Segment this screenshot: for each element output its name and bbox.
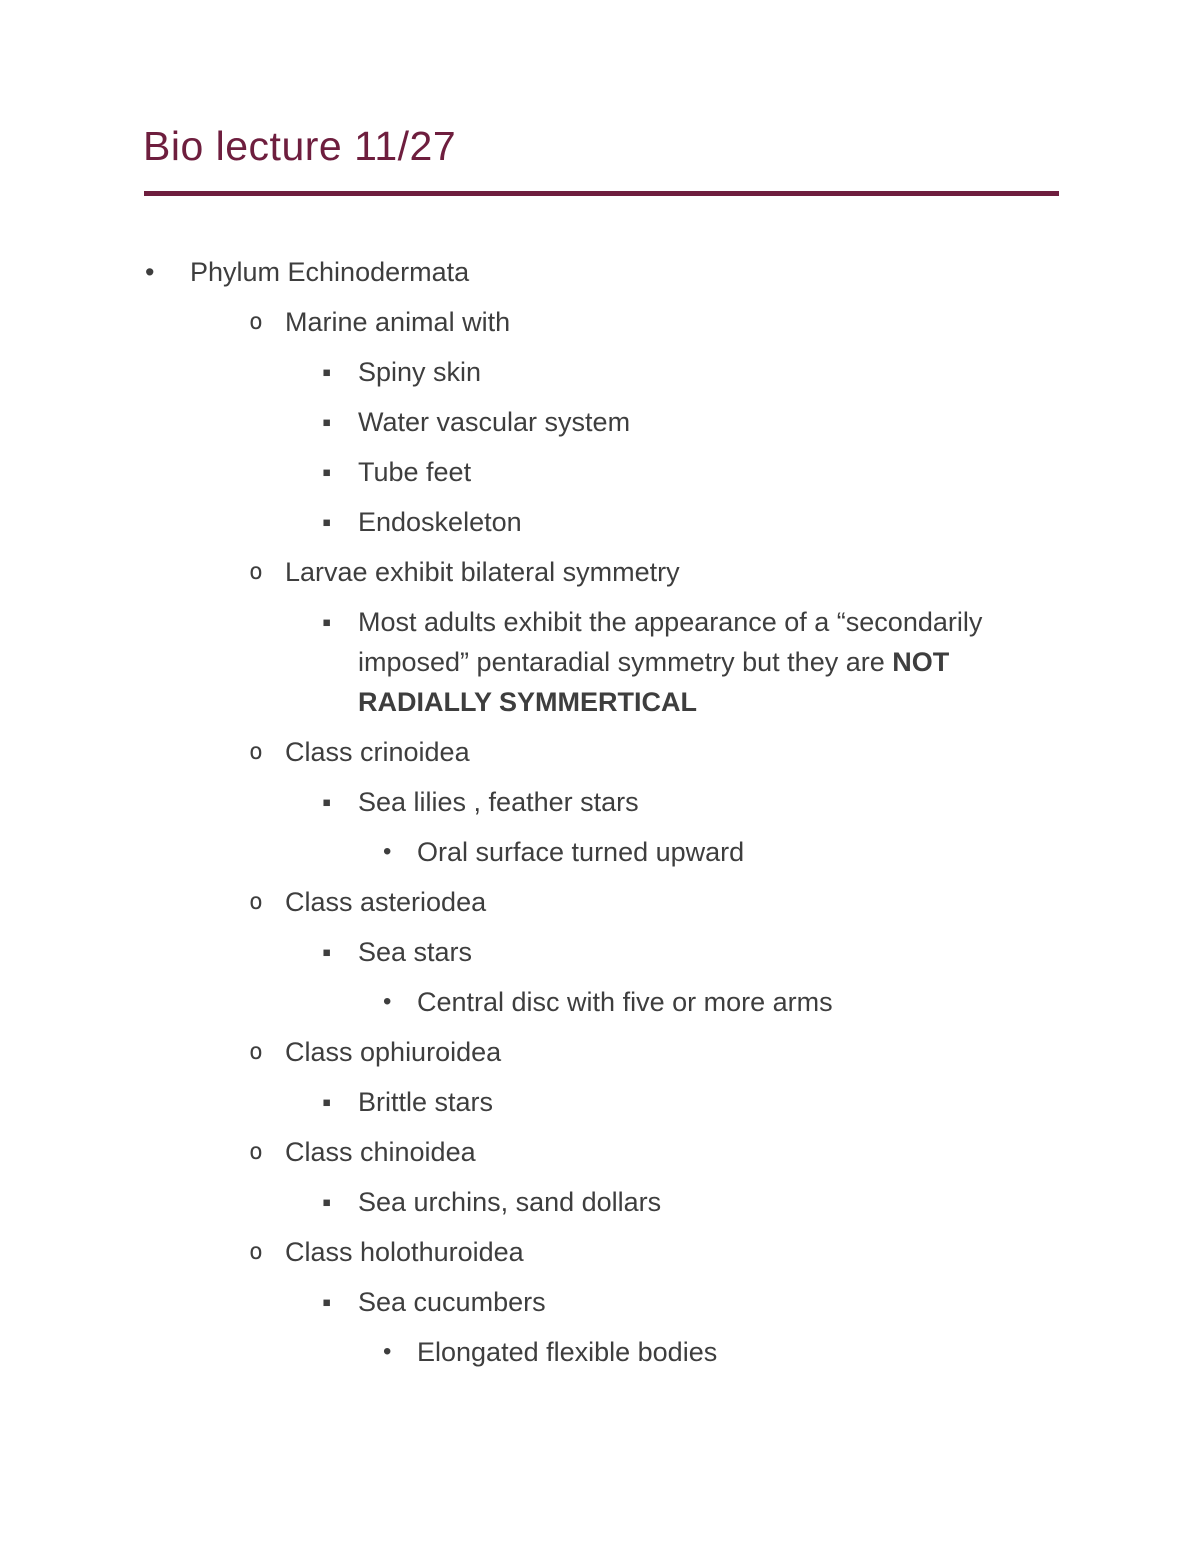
- bullet-level-2-icon: o: [249, 559, 263, 585]
- outline-item: [0, 1132, 1200, 1172]
- item-text: Class chinoidea: [285, 1137, 476, 1167]
- item-text: Endoskeleton: [358, 507, 522, 537]
- outline-item: [0, 932, 1200, 972]
- item-text-bold-segment: NOT RADIALLY SYMMERTICAL: [358, 647, 950, 717]
- bullet-level-1-icon: •: [145, 257, 155, 287]
- bullet-level-3-icon: ▪: [322, 607, 332, 637]
- outline-item: [0, 452, 1200, 492]
- bullet-level-2-icon: o: [249, 739, 263, 765]
- outline-item: [0, 1332, 1200, 1372]
- bullet-level-3-icon: ▪: [322, 1087, 332, 1117]
- item-text: Spiny skin: [358, 357, 482, 387]
- outline-list: [0, 252, 1200, 1372]
- item-text: Marine animal with: [285, 307, 511, 337]
- outline-item: [0, 252, 1200, 292]
- outline-item: [0, 832, 1200, 872]
- item-text: Sea stars: [358, 937, 473, 967]
- item-text: Tube feet: [358, 457, 472, 487]
- bullet-level-3-icon: ▪: [322, 1287, 332, 1317]
- item-text: [358, 602, 1059, 722]
- bullet-level-3-icon: ▪: [322, 937, 332, 967]
- outline-item: [0, 352, 1200, 392]
- bullet-level-2-icon: o: [249, 1239, 263, 1265]
- bullet-level-2-icon: o: [249, 1139, 263, 1165]
- outline-item: [0, 882, 1200, 922]
- outline-item: [0, 732, 1200, 772]
- outline-item: [0, 402, 1200, 442]
- bullet-level-4-icon: •: [383, 838, 392, 865]
- item-text: Brittle stars: [358, 1087, 494, 1117]
- bullet-level-3-icon: ▪: [322, 1187, 332, 1217]
- item-text: Sea cucumbers: [358, 1287, 546, 1317]
- outline-item: [0, 1182, 1200, 1222]
- bullet-level-3-icon: ▪: [322, 357, 332, 387]
- outline-item: [0, 1082, 1200, 1122]
- bullet-level-4-icon: •: [383, 1338, 392, 1365]
- bullet-level-3-icon: ▪: [322, 407, 332, 437]
- page-title: Bio lecture 11/27: [143, 123, 457, 169]
- bullet-level-3-icon: ▪: [322, 457, 332, 487]
- item-text: Larvae exhibit bilateral symmetry: [285, 557, 680, 587]
- item-text: Sea lilies , feather stars: [358, 787, 639, 817]
- outline-item: [0, 1032, 1200, 1072]
- bullet-level-2-icon: o: [249, 889, 263, 915]
- item-text: Class asteriodea: [285, 887, 487, 917]
- bullet-level-2-icon: o: [249, 309, 263, 335]
- title-divider: [144, 191, 1059, 196]
- outline-item: [0, 502, 1200, 542]
- item-text: Elongated flexible bodies: [417, 1337, 718, 1367]
- bullet-level-2-icon: o: [249, 1039, 263, 1065]
- outline-item: [0, 602, 1200, 722]
- bullet-level-3-icon: ▪: [322, 507, 332, 537]
- item-text: Class ophiuroidea: [285, 1037, 502, 1067]
- outline-item: [0, 302, 1200, 342]
- outline-item: [0, 982, 1200, 1022]
- item-text: Oral surface turned upward: [417, 837, 745, 867]
- item-text-segment: Most adults exhibit the appearance of a “secondarily imposed” pentaradial symmetry but they are: [358, 607, 983, 677]
- outline-item: [0, 1232, 1200, 1272]
- bullet-level-3-icon: ▪: [322, 787, 332, 817]
- item-text: Central disc with five or more arms: [417, 987, 833, 1017]
- item-text: Class crinoidea: [285, 737, 470, 767]
- item-text: Class holothuroidea: [285, 1237, 524, 1267]
- item-text: Water vascular system: [358, 407, 631, 437]
- outline-item: [0, 1282, 1200, 1322]
- bullet-level-4-icon: •: [383, 988, 392, 1015]
- document-header: [0, 0, 1200, 196]
- item-text: Sea urchins, sand dollars: [358, 1187, 662, 1217]
- outline-item: [0, 552, 1200, 592]
- outline-item: [0, 782, 1200, 822]
- item-text: Phylum Echinodermata: [190, 257, 470, 287]
